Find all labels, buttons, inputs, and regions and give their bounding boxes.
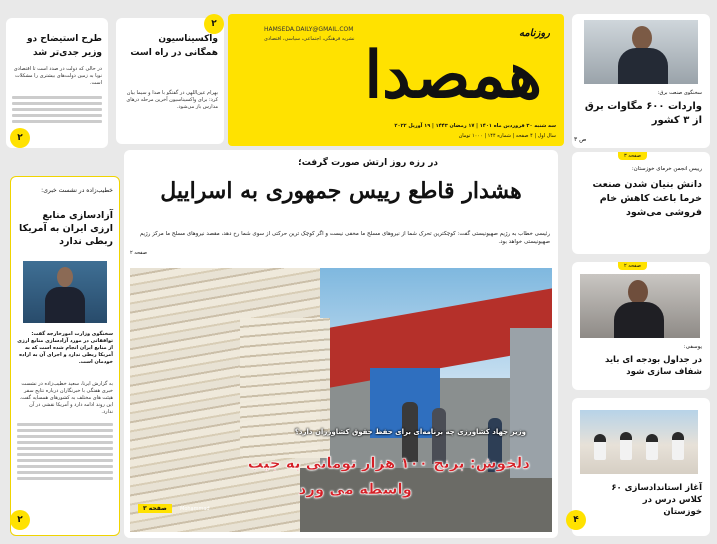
left-photo-caption: سخنگوی وزارت امورخارجه گفت: توافقاتی در مورد آزادسازی منابع ارزی از منابع ایران انجام شده است که به آمریکا ربطی ندارد و اجرای آن به اراده خودمان است.: [17, 331, 113, 365]
speaker-head: [628, 280, 648, 304]
right-item-2[interactable]: [572, 262, 710, 390]
student-3: [646, 434, 658, 460]
main-photo: [130, 268, 552, 532]
right-item-2-kicker: یوسفی:: [683, 344, 702, 350]
top-right-page-ref: ص ۳: [574, 136, 587, 143]
top-mid-headline: واکسیناسیون همگانی در راه است: [130, 34, 218, 58]
right-item-1-tag[interactable]: صفحه ۳: [618, 152, 647, 160]
right-item-1-headline: دانش بنیان شدن صنعت خرما باعث کاهش خام فروشی می‌شود: [592, 179, 702, 218]
student-4: [672, 432, 684, 460]
left-column-story[interactable]: [10, 176, 120, 536]
right-item-3[interactable]: [572, 398, 710, 536]
top-right-story[interactable]: [572, 14, 710, 148]
top-mid-story[interactable]: [116, 18, 224, 144]
right-item-2-photo: [580, 274, 700, 338]
top-left-page-badge[interactable]: ۲: [10, 128, 30, 148]
masthead-issue: سال اول | ۴ صفحه | شماره ۱۴۴ | ۱۰۰۰ تومان: [458, 133, 556, 139]
main-headline: هشدار قاطع رییس جمهوری به اسراییل: [160, 178, 522, 204]
main-story[interactable]: [124, 150, 558, 538]
speaker-body: [614, 302, 664, 338]
photo-headline-1: دلخوش: برنج ۱۰۰ هزار تومانی به جیب: [247, 454, 530, 472]
photo-page-badge[interactable]: صفحه ۳: [138, 504, 172, 513]
person-body: [618, 48, 668, 84]
top-left-headline: طرح استیضاح دو وزیر جدی‌تر شد: [26, 34, 102, 58]
photo-credit: Mohammad: [180, 506, 210, 512]
left-text-lines: [17, 423, 113, 483]
right-item-3-photo: [580, 410, 698, 474]
masthead-logo: همصدا: [364, 38, 542, 113]
spokesman-head: [57, 267, 73, 287]
right-item-1[interactable]: [572, 152, 710, 254]
photo-caption-kicker: وزیر جهاد کشاورزی چه برنامه‌ای برای حفظ حقوق کشاورزان دارد؟: [294, 428, 526, 436]
masthead: [228, 14, 564, 146]
left-headline: آزادسازی منابع ارزی ایران به آمریکا ربطی ندارد: [19, 210, 113, 247]
main-kicker: در رزه روز ارتش صورت گرفت؛: [298, 158, 438, 168]
right-item-1-kicker: رییس انجمن خرمای خوزستان:: [631, 166, 702, 172]
left-photo: [23, 261, 107, 323]
top-left-body: در حالی که دولت در صدد است تا اقتصادی نوپا به زمین دولت‌های بیشتری را مشکلات است.: [13, 66, 102, 86]
photo-headline-2: واسطه می ورد: [298, 480, 412, 498]
spokesman-body: [45, 287, 85, 323]
left-kicker: خطیب‌زاده در نشست خبری:: [41, 187, 113, 194]
top-right-kicker: سخنگوی صنعت برق:: [657, 90, 702, 96]
top-right-photo: [584, 20, 698, 84]
masthead-email: HAMSEDA.DAILY@GMAIL.COM: [264, 26, 354, 33]
right-item-2-headline: در جداول بودجه ای باید شفاف سازی شود: [604, 355, 702, 377]
top-mid-body: بهرام عین‌اللهی در گفتگو با صدا و سیما بیان کرد: برای واکسیناسیون آخرین مرحله درهای مدارس باز می‌شود.: [126, 90, 218, 110]
top-right-headline: واردات ۶۰۰ مگاوات برق از ۳ کشور: [584, 101, 702, 126]
top-mid-page-badge[interactable]: ۲: [204, 14, 224, 34]
left-body: به گزارش ایرنا، سعید خطیب‌زاده در نشست خبری هفتگی با خبرنگاران درباره نتایج سفر هیئت های مختلف به کشورهای همسایه گفت. این روند ادامه دارد و آمریکا نقشی در آن ندارد.: [19, 381, 113, 415]
student-2: [620, 432, 632, 460]
masthead-date: سه شنبه ۳۰ فروردین ماه ۱۴۰۱ | ۱۷ رمضان ۱۴۴۳ | ۱۹ آوریل ۲۰۲۲: [394, 123, 556, 129]
person-head: [632, 26, 652, 50]
right-item-3-badge[interactable]: ۴: [566, 510, 586, 530]
masthead-tagline: نشریه فرهنگی، اجتماعی، سیاسی، اقتصادی: [264, 36, 355, 42]
rice-sacks-mid: [240, 318, 330, 458]
right-item-3-headline: آغاز استاندادسازی ۶۰ کلاس درس در خوزستان: [611, 483, 702, 517]
main-page-ref: صفحه ۲: [130, 250, 147, 256]
top-left-text-lines: [12, 96, 102, 126]
student-1: [594, 434, 606, 460]
main-lede: رئیسی خطاب به رژیم صهیونیستی گفت: کوچکترین تحرک شما از نیروهای مسلح ما مخفی نیست و اگر کوچک ترین حرکتی از سوی شما رخ دهد، مقصد نیروهای مسلح ما مرکز رژیم صهیونیستی خواهد بود.: [139, 231, 550, 245]
right-item-2-tag[interactable]: صفحه ۲: [618, 262, 647, 270]
left-page-badge[interactable]: ۲: [10, 510, 30, 530]
masthead-prefix: روزنامه: [518, 28, 550, 39]
